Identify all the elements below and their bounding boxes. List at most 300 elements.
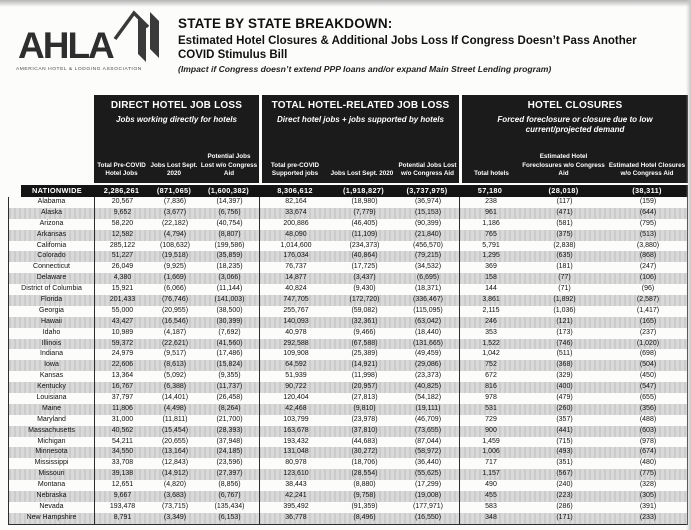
value-cell: (11,144) xyxy=(200,284,260,295)
value-cell: (6,066) xyxy=(163,285,187,293)
value-cell: 13,364 xyxy=(111,372,134,380)
value-cell: 34,550 xyxy=(111,448,134,456)
value-cell: (488) xyxy=(639,415,657,423)
value-cell: (715) xyxy=(556,437,573,445)
value-cell: 201,433 xyxy=(109,296,136,304)
value-cell: (171) xyxy=(556,513,573,521)
value-cell: (7,836) xyxy=(163,198,187,205)
value-cell: (38,500) xyxy=(200,306,260,317)
value-cell: (41,560) xyxy=(200,339,260,350)
ahla-building-icon xyxy=(112,6,164,71)
state-name: Connecticut xyxy=(9,262,95,273)
state-name: Idaho xyxy=(9,328,95,339)
value-cell: (21,700) xyxy=(200,415,260,426)
value-cell: (19,518) xyxy=(161,252,189,260)
value-cell: 348 xyxy=(485,513,497,521)
value-cell: (3,066) xyxy=(200,273,260,284)
value-cell: (635) xyxy=(556,252,573,260)
value-cell: (23,373) xyxy=(397,371,460,382)
value-cell: (247) xyxy=(639,263,657,271)
value-cell: 1,186 xyxy=(482,219,500,227)
value-cell: (87,044) xyxy=(397,437,460,448)
value-cell: (26,458) xyxy=(200,393,260,404)
group-title: HOTEL CLOSURES xyxy=(527,100,623,111)
value-cell: (30,272) xyxy=(351,448,378,456)
value-cell: (698) xyxy=(639,350,657,358)
value-cell: (1,918,827) xyxy=(331,185,396,197)
value-cell: (28,018) xyxy=(521,185,606,197)
state-name: Massachusetts xyxy=(9,426,95,437)
value-cell: 109,908 xyxy=(283,350,309,358)
value-cell: (3,677) xyxy=(163,208,187,216)
state-name: Arkansas xyxy=(9,230,95,241)
value-cell: (18,440) xyxy=(397,328,460,339)
value-cell: (11,109) xyxy=(351,230,378,238)
value-cell: 1,157 xyxy=(482,470,500,478)
value-cell: (21,840) xyxy=(397,230,460,241)
value-cell: 48,090 xyxy=(285,230,307,238)
value-cell: 200,886 xyxy=(283,219,309,227)
value-cell: 38,443 xyxy=(285,481,307,489)
table-row xyxy=(9,284,687,295)
value-cell: (868) xyxy=(639,252,657,260)
table-row xyxy=(9,502,687,513)
value-cell: (46,709) xyxy=(397,415,460,426)
state-name: Delaware xyxy=(9,273,95,284)
value-cell: 12,651 xyxy=(111,481,134,489)
value-cell: (115,095) xyxy=(397,306,460,317)
value-cell: (17,486) xyxy=(200,349,260,360)
value-cell: 140,093 xyxy=(283,317,309,325)
value-cell: 144 xyxy=(485,285,497,293)
value-cell: (14,401) xyxy=(161,394,189,402)
value-cell: (7,692) xyxy=(200,328,260,339)
value-cell: 22,606 xyxy=(111,361,134,369)
value-cell: (351) xyxy=(556,459,573,467)
value-cell: (3,437) xyxy=(353,274,376,282)
value-cell: 58,220 xyxy=(111,219,134,227)
value-cell: (9,925) xyxy=(163,263,187,271)
value-cell: (165) xyxy=(639,317,657,325)
title-block xyxy=(178,16,683,74)
value-cell: (106) xyxy=(639,274,657,282)
table-row xyxy=(9,382,687,393)
table-row xyxy=(9,491,687,502)
value-cell: (8,807) xyxy=(200,230,260,241)
value-cell: (19,008) xyxy=(397,491,460,502)
value-cell: (40,825) xyxy=(397,382,460,393)
value-cell: (9,466) xyxy=(353,328,376,336)
value-cell: (46,405) xyxy=(351,219,378,227)
value-cell: 40,562 xyxy=(111,426,134,434)
value-cell: (63,042) xyxy=(397,317,460,328)
value-cell: (37,810) xyxy=(351,426,378,434)
group-subtitle: Direct hotel jobs + jobs supported by hotels xyxy=(277,115,444,124)
value-cell: (504) xyxy=(639,361,657,369)
value-cell: 59,372 xyxy=(111,339,134,347)
scan-artifact-top xyxy=(0,0,691,7)
table-row xyxy=(9,273,687,284)
value-cell: 64,592 xyxy=(285,361,307,369)
value-cell: 40,824 xyxy=(285,285,307,293)
value-cell: 1,295 xyxy=(482,252,500,260)
value-cell: (3,737,975) xyxy=(396,185,459,197)
value-cell: (18,235) xyxy=(200,262,260,273)
value-cell: (479) xyxy=(556,394,573,402)
value-cell: (18,706) xyxy=(351,459,378,467)
table-row xyxy=(9,469,687,480)
value-cell: (305) xyxy=(639,492,657,500)
value-cell: 369 xyxy=(485,263,497,271)
value-cell: 1,006 xyxy=(482,448,500,456)
value-cell: (14,912) xyxy=(161,470,189,478)
value-cell: (6,767) xyxy=(200,491,260,502)
value-cell: (368) xyxy=(556,361,573,369)
value-cell: (511) xyxy=(556,350,573,358)
state-breakdown-table xyxy=(8,95,688,525)
value-cell: 9,652 xyxy=(113,208,132,216)
value-cell: (16,546) xyxy=(161,317,189,325)
group-subtitle: Forced foreclosure or closure due to low current/projected demand xyxy=(497,115,653,134)
column-header: Total pre-COVID Supported jobs xyxy=(270,161,320,177)
value-cell: (3,880) xyxy=(636,241,660,249)
value-cell: (471) xyxy=(556,208,573,216)
value-cell: 76,737 xyxy=(285,263,307,271)
value-cell: (357) xyxy=(556,415,573,423)
value-cell: 43,427 xyxy=(111,317,134,325)
value-cell: (13,164) xyxy=(161,448,189,456)
column-group-total-job-loss xyxy=(262,95,459,183)
state-name: Maryland xyxy=(9,415,95,426)
value-cell: (328) xyxy=(639,481,657,489)
table-row xyxy=(9,360,687,371)
value-cell: (4,820) xyxy=(163,481,187,489)
value-cell: (15,454) xyxy=(161,426,189,434)
value-cell: (1,600,382) xyxy=(199,185,259,197)
value-cell: (77) xyxy=(558,274,571,282)
value-cell: (20,957) xyxy=(351,383,378,391)
column-header: Jobs Lost Sept. 2020 xyxy=(330,169,394,177)
value-cell: 1,014,600 xyxy=(280,241,312,249)
value-cell: (181) xyxy=(556,263,573,271)
value-cell: 978 xyxy=(485,394,497,402)
value-cell: (2,838) xyxy=(553,241,576,249)
value-cell: 747,705 xyxy=(283,296,309,304)
value-cell: (131,665) xyxy=(397,339,460,350)
value-cell: (49,459) xyxy=(397,349,460,360)
value-cell: (35,859) xyxy=(200,251,260,262)
value-cell: (9,355) xyxy=(200,371,260,382)
value-cell: (6,756) xyxy=(200,208,260,219)
value-cell: (27,397) xyxy=(200,469,260,480)
column-group-hotel-closures xyxy=(462,95,688,183)
state-name: Florida xyxy=(9,295,95,306)
value-cell: (6,695) xyxy=(397,273,460,284)
table-row xyxy=(9,317,687,328)
value-cell: 120,404 xyxy=(283,394,309,402)
value-cell: 39,138 xyxy=(111,470,134,478)
state-name: Arizona xyxy=(9,219,95,230)
value-cell: 583 xyxy=(485,502,497,510)
value-cell: (11,998) xyxy=(351,372,378,380)
value-cell: 12,582 xyxy=(111,230,134,238)
value-cell: 672 xyxy=(485,372,497,380)
value-cell: (9,810) xyxy=(353,404,376,412)
value-cell: (73,655) xyxy=(397,426,460,437)
value-cell: (1,892) xyxy=(553,296,576,304)
value-cell: (135,434) xyxy=(200,502,260,513)
state-name: California xyxy=(9,241,95,252)
value-cell: (91,359) xyxy=(351,502,378,510)
value-cell: 16,767 xyxy=(111,383,134,391)
value-cell: 455 xyxy=(485,492,497,500)
value-cell: 26,049 xyxy=(111,263,134,271)
value-cell: (108,632) xyxy=(160,241,190,249)
value-cell: (20,655) xyxy=(161,437,189,445)
table-row xyxy=(9,230,687,241)
value-cell: (237) xyxy=(639,328,657,336)
value-cell: (36,440) xyxy=(397,458,460,469)
column-group-direct-job-loss xyxy=(94,95,259,183)
value-cell: (567) xyxy=(556,470,573,478)
value-cell: (9,430) xyxy=(353,285,376,293)
value-cell: 490 xyxy=(485,481,497,489)
value-cell: (15,153) xyxy=(397,208,460,219)
value-cell: (22,182) xyxy=(161,219,189,227)
value-cell: (6,153) xyxy=(200,513,260,524)
value-cell: (71) xyxy=(558,285,571,293)
value-cell: (14,921) xyxy=(351,361,378,369)
value-cell: (4,187) xyxy=(163,328,187,336)
value-cell: (8,880) xyxy=(353,481,376,489)
table-header xyxy=(8,95,688,183)
state-name: Colorado xyxy=(9,251,95,262)
value-cell: (96) xyxy=(641,285,655,293)
value-cell: (8,264) xyxy=(200,404,260,415)
value-cell: (441) xyxy=(556,426,573,434)
value-cell: 285,122 xyxy=(109,241,136,249)
value-cell: 8,791 xyxy=(113,513,132,521)
page-note: (Impact if Congress doesn’t extend PPP loans and/or expand Main Street Lending program) xyxy=(178,64,552,75)
value-cell: 36,778 xyxy=(285,513,307,521)
value-cell: 42,468 xyxy=(285,404,307,412)
value-cell: (286) xyxy=(556,502,573,510)
value-cell: (54,182) xyxy=(397,393,460,404)
value-cell: 90,722 xyxy=(285,383,307,391)
value-cell: 717 xyxy=(485,459,497,467)
value-cell: (117) xyxy=(556,198,573,205)
value-cell: (32,361) xyxy=(351,317,378,325)
value-cell: (6,388) xyxy=(163,383,187,391)
value-cell: 158 xyxy=(485,274,497,282)
value-cell: (11,737) xyxy=(200,382,260,393)
value-cell: (400) xyxy=(556,383,573,391)
value-cell: (177,971) xyxy=(397,502,460,513)
value-cell: (24,185) xyxy=(200,447,260,458)
value-cell: (16,550) xyxy=(397,513,460,524)
value-cell: 10,989 xyxy=(111,328,134,336)
value-cell: (4,794) xyxy=(163,230,187,238)
group-title: TOTAL HOTEL-RELATED JOB LOSS xyxy=(271,100,450,111)
value-cell: (3,349) xyxy=(163,513,187,521)
state-name: Nebraska xyxy=(9,491,95,502)
page-title: STATE BY STATE BREAKDOWN: xyxy=(178,16,393,31)
value-cell: (23,596) xyxy=(200,458,260,469)
value-cell: (1,020) xyxy=(636,339,660,347)
state-name: Louisiana xyxy=(9,393,95,404)
value-cell: (172,720) xyxy=(349,296,380,304)
column-header: Estimated Hotel Closures w/o Congress Aid xyxy=(608,161,686,177)
value-cell: (1,036) xyxy=(553,306,576,314)
table-row xyxy=(9,295,687,306)
value-cell: 1,522 xyxy=(482,339,500,347)
value-cell: 11,806 xyxy=(112,404,133,412)
state-name: Alaska xyxy=(9,208,95,219)
column-header: Total hotels xyxy=(474,169,509,177)
value-cell: (141,003) xyxy=(200,295,260,306)
value-cell: (356) xyxy=(639,404,657,412)
value-cell: (746) xyxy=(556,339,573,347)
table-row xyxy=(9,426,687,437)
value-cell: (17,299) xyxy=(397,480,460,491)
value-cell: (27,813) xyxy=(351,394,378,402)
state-name: Hawaii xyxy=(9,317,95,328)
state-name: New Hampshire xyxy=(9,513,95,524)
value-cell: 9,667 xyxy=(113,492,132,500)
value-cell: 51,939 xyxy=(285,372,307,380)
value-cell: 900 xyxy=(485,426,497,434)
value-cell: 24,979 xyxy=(111,350,134,358)
value-cell: 15,921 xyxy=(111,285,134,293)
value-cell: (9,758) xyxy=(353,492,376,500)
value-cell: (22,621) xyxy=(161,339,189,347)
table-row xyxy=(9,447,687,458)
value-cell: 103,799 xyxy=(283,415,309,423)
value-cell: (8,496) xyxy=(353,513,376,521)
value-cell: (28,393) xyxy=(200,426,260,437)
table-body xyxy=(8,197,688,525)
table-row xyxy=(9,339,687,350)
scan-artifact-right xyxy=(686,0,691,530)
state-name: District of Columbia xyxy=(9,284,95,295)
value-cell: (58,972) xyxy=(397,447,460,458)
value-cell: 3,861 xyxy=(482,296,500,304)
group-subtitle: Jobs working directly for hotels xyxy=(116,115,237,124)
value-cell: 729 xyxy=(485,415,497,423)
value-cell: 246 xyxy=(485,317,497,325)
value-cell: (40,864) xyxy=(351,252,378,260)
value-cell: (34,532) xyxy=(397,262,460,273)
value-cell: (55,625) xyxy=(397,469,460,480)
value-cell: (240) xyxy=(556,481,573,489)
value-cell: 33,708 xyxy=(111,459,134,467)
column-header: Potential Jobs Lost w/o Congress Aid xyxy=(398,161,457,177)
column-header: Total Pre-COVID Hotel Jobs xyxy=(97,161,146,177)
value-cell: (1,669) xyxy=(163,274,187,282)
value-cell: (480) xyxy=(639,459,657,467)
value-cell: (25,389) xyxy=(351,350,378,358)
value-cell: (581) xyxy=(556,219,573,227)
table-row xyxy=(9,437,687,448)
value-cell: 193,432 xyxy=(283,437,309,445)
table-row xyxy=(9,393,687,404)
value-cell: (655) xyxy=(639,394,657,402)
value-cell: 42,241 xyxy=(285,492,307,500)
value-cell: (14,397) xyxy=(200,197,260,208)
value-cell: (5,092) xyxy=(163,372,187,380)
value-cell: 816 xyxy=(485,383,497,391)
table-row xyxy=(9,306,687,317)
value-cell: (644) xyxy=(639,208,657,216)
value-cell: (233) xyxy=(639,513,657,521)
value-cell: 54,211 xyxy=(112,437,133,445)
value-cell: 765 xyxy=(485,230,497,238)
value-cell: 82,164 xyxy=(285,198,307,205)
value-cell: 80,978 xyxy=(285,459,307,467)
value-cell: 1,459 xyxy=(482,437,500,445)
value-cell: (234,373) xyxy=(349,241,380,249)
table-row xyxy=(9,197,687,208)
state-name: Indiana xyxy=(9,349,95,360)
state-name: Minnesota xyxy=(9,447,95,458)
state-name: Missouri xyxy=(9,469,95,480)
value-cell: 8,306,612 xyxy=(259,185,331,197)
value-cell: (871,065) xyxy=(149,185,199,197)
table-row xyxy=(9,241,687,252)
value-cell: (391) xyxy=(639,502,657,510)
value-cell: (23,978) xyxy=(351,415,378,423)
table-row xyxy=(9,328,687,339)
value-cell: (375) xyxy=(556,230,573,238)
value-cell: 176,034 xyxy=(283,252,309,260)
table-row xyxy=(9,208,687,219)
table-row xyxy=(9,219,687,230)
state-name: Mississippi xyxy=(9,458,95,469)
value-cell: 31,000 xyxy=(111,415,134,423)
value-cell: 57,180 xyxy=(459,185,521,197)
value-cell: (29,086) xyxy=(397,360,460,371)
value-cell: (38,311) xyxy=(606,185,688,197)
table-row xyxy=(9,404,687,415)
value-cell: (73,715) xyxy=(161,502,189,510)
value-cell: 5,791 xyxy=(482,241,500,249)
state-name: Nevada xyxy=(9,502,95,513)
value-cell: (7,779) xyxy=(353,208,376,216)
value-cell: 4,380 xyxy=(113,274,132,282)
state-name: Maine xyxy=(9,404,95,415)
value-cell: (450) xyxy=(639,372,657,380)
value-cell: (12,843) xyxy=(161,459,189,467)
table-row xyxy=(9,480,687,491)
value-cell: (513) xyxy=(639,230,657,238)
value-cell: (159) xyxy=(639,198,657,205)
value-cell: (674) xyxy=(639,448,657,456)
table-row xyxy=(9,262,687,273)
ahla-logo-text: AHLA xyxy=(18,25,113,66)
state-name: Illinois xyxy=(9,339,95,350)
value-cell: 55,000 xyxy=(111,306,134,314)
value-cell: 1,042 xyxy=(482,350,500,358)
value-cell: (44,683) xyxy=(351,437,378,445)
value-cell: (11,811) xyxy=(162,415,188,423)
value-cell: (15,824) xyxy=(200,360,260,371)
value-cell: 163,678 xyxy=(283,426,309,434)
value-cell: 40,978 xyxy=(285,328,307,336)
value-cell: 2,115 xyxy=(482,306,500,314)
table-row xyxy=(9,513,687,524)
value-cell: 752 xyxy=(485,361,497,369)
value-cell: 961 xyxy=(485,208,497,216)
